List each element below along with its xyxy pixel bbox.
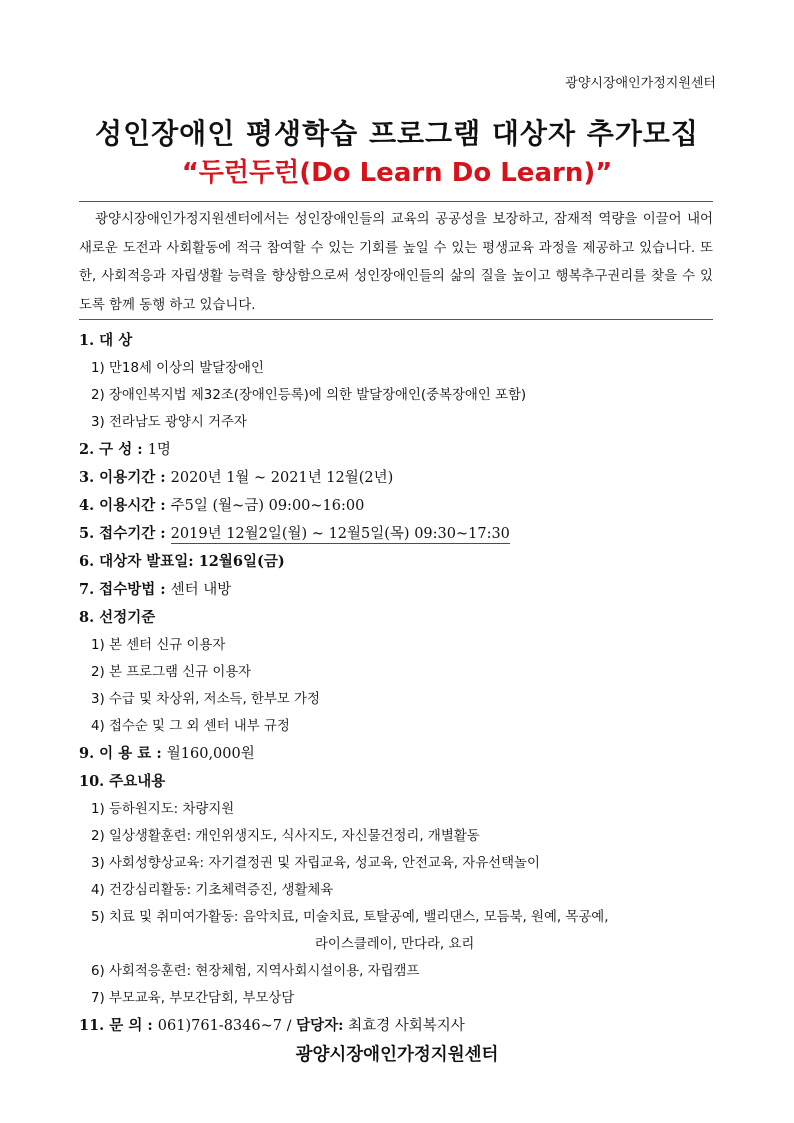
- list-item: 2) 장애인복지법 제32조(장애인등록)에 의한 발달장애인(중복장애인 포함): [91, 388, 527, 403]
- footer-org: 광양시장애인가정지원센터: [295, 1045, 499, 1065]
- list-item: 4) 건강심리활동: 기초체력증진, 생활체육: [91, 883, 334, 898]
- section-value: 주5일 (월~금) 09:00~16:00: [170, 498, 365, 514]
- section-value: 월160,000원: [166, 746, 255, 762]
- list-item: 1) 만18세 이상의 발달장애인: [91, 361, 264, 376]
- list-item: 5) 치료 및 취미여가활동: 음악치료, 미술치료, 토탈공예, 밸리댄스, 모듬북, 원예, 목공예,: [91, 910, 609, 925]
- section-value: 센터 내방: [170, 582, 232, 598]
- section-announcement: 6. 대상자 발표일: 12월6일(금): [79, 553, 285, 570]
- contact-label: 담당자:: [296, 1017, 344, 1034]
- section-heading: 1. 대 상: [79, 332, 133, 349]
- section-heading: 2. 구 성: [79, 441, 133, 458]
- list-item: 7) 부모교육, 부모간담회, 부모상담: [91, 991, 295, 1006]
- section-value: 12월6일(금): [198, 553, 285, 570]
- section-heading: 7. 접수방법: [79, 581, 156, 598]
- page-title: 성인장애인 평생학습 프로그램 대상자 추가모집: [95, 117, 699, 150]
- section-inquiry: 11. 문 의 : 061)761-8346~7 / 담당자: 최효경 사회복지사: [79, 1017, 465, 1034]
- section-composition: 2. 구 성 : 1명: [79, 441, 171, 458]
- page-subtitle: “두런두런(Do Learn Do Learn)”: [181, 158, 613, 188]
- list-item: 3) 전라남도 광양시 거주자: [91, 415, 247, 430]
- section-method: 7. 접수방법 : 센터 내방: [79, 581, 232, 598]
- section-heading: 4. 이용시간: [79, 497, 156, 514]
- section-period: 3. 이용기간 : 2020년 1월 ~ 2021년 12월(2년): [79, 469, 394, 486]
- contact-person: 최효경 사회복지사: [348, 1018, 465, 1034]
- list-item: 3) 수급 및 차상위, 저소득, 한부모 가정: [91, 692, 320, 707]
- section-fee: 9. 이 용 료 : 월160,000원: [79, 745, 255, 762]
- section-heading: 6. 대상자 발표일: [79, 553, 189, 570]
- divider-bottom: [79, 319, 713, 320]
- header-org: 광양시장애인가정지원센터: [565, 76, 716, 91]
- contact-phone: 061)761-8346~7: [157, 1018, 282, 1034]
- section-criteria: [79, 604, 729, 740]
- list-item: 2) 본 프로그램 신규 이용자: [91, 665, 252, 680]
- list-item: 3) 사회성향상교육: 자기결정권 및 자립교육, 성교육, 안전교육, 자유선택놀이: [91, 856, 540, 871]
- section-heading: 8. 선정기준: [79, 609, 156, 626]
- section-application-period: 5. 접수기간 : 2019년 12월2일(월) ~ 12월5일(목) 09:30~17:30: [79, 525, 510, 542]
- list-item: 2) 일상생활훈련: 개인위생지도, 식사지도, 자신물건정리, 개별활동: [91, 829, 480, 844]
- sections: [79, 327, 729, 1040]
- section-heading: 11. 문 의: [79, 1017, 143, 1034]
- list-item: 1) 본 센터 신규 이용자: [91, 638, 226, 653]
- intro-paragraph: 광양시장애인가정지원센터에서는 성인장애인들의 교육의 공공성을 보장하고, 잠재적 역량을 이끌어 내어 새로운 도전과 사회활동에 적극 참여할 수 있는 기회를 높일 수 있는 평생교육 과정을 제공하고 있습니다. 또한, 사회적응과 자립생활 능력을 향상함으로써 성인장애인들의 삶의 질을 높이고 행복추구권리를 찾을 수 있도록 함께 동행 하고 있습니다.: [79, 212, 713, 313]
- divider-top: [79, 201, 713, 202]
- list-item: 4) 접수순 및 그 외 센터 내부 규정: [91, 719, 290, 734]
- section-contents: [79, 768, 729, 1012]
- list-item: 6) 사회적응훈련: 현장체험, 지역사회시설이용, 자립캠프: [91, 964, 420, 979]
- list-item: 1) 등하원지도: 차량지원: [91, 802, 235, 817]
- list-item-continuation: 라이스클레이, 만다라, 요리: [315, 937, 475, 952]
- section-hours: 4. 이용시간 : 주5일 (월~금) 09:00~16:00: [79, 497, 365, 514]
- section-target: [79, 327, 729, 436]
- section-heading: 9. 이 용 료: [79, 745, 152, 762]
- section-heading: 3. 이용기간: [79, 469, 156, 486]
- section-value: 1명: [147, 442, 171, 458]
- section-heading: 10. 주요내용: [79, 773, 166, 790]
- section-value: 2020년 1월 ~ 2021년 12월(2년): [170, 470, 394, 486]
- section-heading: 5. 접수기간: [79, 525, 156, 542]
- section-value: 2019년 12월2일(월) ~ 12월5일(목) 09:30~17:30: [170, 526, 510, 542]
